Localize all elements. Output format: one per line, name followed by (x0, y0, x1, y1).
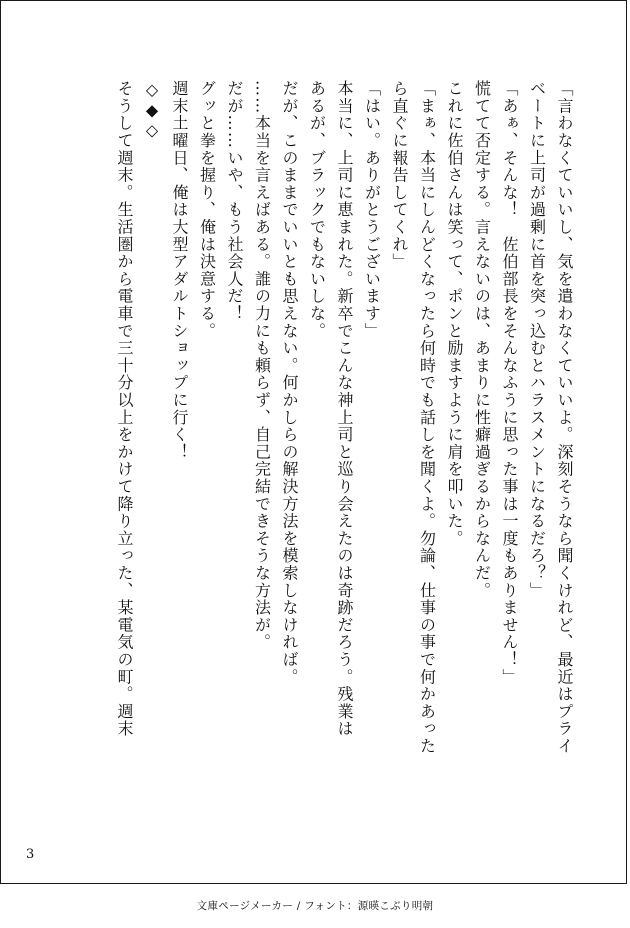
text-line: 本当に、上司に恵まれた。新卒でこんな神上司と巡り会えたのは奇跡だろう。残業は (335, 80, 354, 738)
vertical-body-text (111, 80, 579, 840)
scene-break: ◇◆◇ (142, 80, 162, 141)
text-line: ら直ぐに報告してくれ」 (390, 80, 409, 271)
text-line: 「あぁ、そんな！ 佐伯部長をそんなふうに思った事は一度もありません！」 (500, 80, 519, 686)
text-line: 「はい。ありがとうございます」 (362, 80, 382, 340)
text-line: 週末土曜日、俺は大型アダルトショップに行く！ (170, 80, 189, 461)
text-line: グッと拳を握り、俺は決意する。 (197, 80, 217, 340)
text-line: 「まぁ、本当にしんどくなったら何時でも話しを聞くよ。勿論、仕事の事で何かあった (417, 80, 437, 755)
text-line: ベートに上司が過剰に首を突っ込むとハラスメントになるだろ？」 (527, 80, 547, 599)
text-line: そうして週末。生活圏から電車で三十分以上をかけて降り立った、某電気の町。週末 (115, 80, 134, 738)
footer-credit: 文庫ページメーカー / フォント：源暎こぶり明朝 (196, 900, 434, 912)
text-line: だが……いや、もう社会人だ！ (225, 80, 244, 323)
text-line: ……本当を言えばある。誰の力にも頼らず、自己完結できそうな方法が。 (252, 80, 272, 651)
text-line: あるが、ブラックでもないしな。 (307, 80, 327, 340)
text-line: 慌てて否定する。言えないのは、あまりに性癖過ぎるからなんだ。 (472, 80, 492, 599)
text-line: 「言わなくていいし、気を遣わなくていいよ。深刻そうなら聞くけれど、最近はプライ (555, 80, 574, 755)
text-line: だが、このままでいいとも思えない。何かしらの解決方法を模索しなければ。 (280, 80, 299, 686)
text-line: これに佐伯さんは笑って、ポンと励ますように肩を叩いた。 (445, 80, 464, 548)
page-number: 3 (26, 847, 35, 862)
